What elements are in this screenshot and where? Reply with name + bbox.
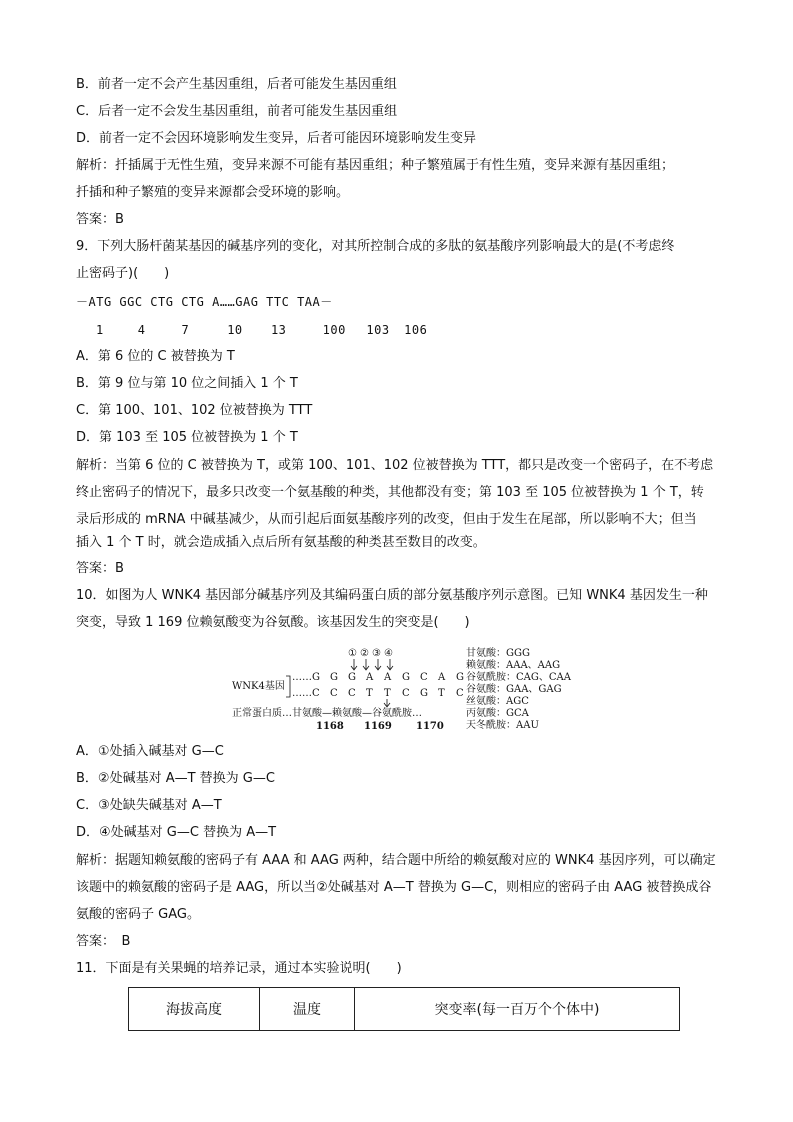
base: T xyxy=(438,688,445,699)
q9-sequence: －ATG GGC CTG CTG A……GAG TTC TAA－ xyxy=(76,295,333,309)
base: C xyxy=(312,688,320,699)
q8-option-c: C．后者一定不会发生基因重组，前者可能发生基因重组 xyxy=(76,104,398,119)
codon-entry: 谷氨酰胺：CAG、CAA xyxy=(466,672,571,683)
bottom-strand xyxy=(312,688,464,699)
q11-stem: 11．下面是有关果蝇的培养记录，通过本实验说明( ) xyxy=(76,961,402,976)
base: G xyxy=(456,672,464,683)
transcription-arrow-icon xyxy=(384,699,390,707)
q10-stem-line-1: 10．如图为人 WNK4 基因部分碱基序列及其编码蛋白质的部分氨基酸序列示意图。已知 WNK4 基因发生一种 xyxy=(76,588,708,603)
q9-option-b: B．第 9 位与第 10 位之间插入 1 个 T xyxy=(76,376,298,391)
base: G xyxy=(420,688,428,699)
arrow-down-icon xyxy=(375,659,381,670)
base: T xyxy=(366,688,373,699)
base: G xyxy=(330,672,338,683)
marker-3: ③ xyxy=(372,648,381,659)
q8-option-d: D．前者一定不会因环境影响发生变异，后者可能因环境影响发生变异 xyxy=(76,131,477,146)
q9-option-d: D．第 103 至 105 位被替换为 1 个 T xyxy=(76,430,298,445)
bottom-strand-dots: …… xyxy=(292,688,312,699)
q10-option-b: B．②处碱基对 A—T 替换为 G—C xyxy=(76,771,275,786)
gene-bracket xyxy=(286,676,290,697)
q9-answer: 答案：B xyxy=(76,561,124,576)
position-number: 103 xyxy=(366,323,390,337)
top-strand-dots: …… xyxy=(292,672,312,683)
wnk4-diagram xyxy=(232,646,572,734)
base: G xyxy=(312,672,320,683)
position-number: 1 xyxy=(96,323,104,337)
marker-2: ② xyxy=(360,648,369,659)
q8-option-b: B．前者一定不会产生基因重组，后者可能发生基因重组 xyxy=(76,77,397,92)
top-strand xyxy=(312,672,464,683)
q10-explanation-line-1: 解析：据题知赖氨酸的密码子有 AAA 和 AAG 两种，结合题中所给的赖氨酸对应的 WNK4 基因序列，可以确定 xyxy=(76,853,716,868)
base: C xyxy=(456,688,464,699)
position-1170: 1170 xyxy=(416,721,444,732)
base: A xyxy=(438,672,446,683)
q8-explanation-line-1: 解析：扦插属于无性生殖，变异来源不可能有基因重组；种子繁殖属于有性生殖，变异来源有基因重组； xyxy=(76,158,675,173)
q9-position-numbers xyxy=(96,321,427,339)
codon-entry: 天冬酰胺：AAU xyxy=(466,720,539,731)
base: G xyxy=(402,672,410,683)
base: C xyxy=(348,688,356,699)
q9-stem-line-1: 9．下列大肠杆菌某基因的碱基序列的变化，对其所控制合成的多肽的氨基酸序列影响最大的是(不考虑终 xyxy=(76,239,675,254)
q9-explanation-line-1: 解析：当第 6 位的 C 被替换为 T，或第 100、101、102 位被替换为 TTT，都只是改变一个密码子，在不考虑 xyxy=(76,458,714,473)
position-number: 106 xyxy=(404,323,428,337)
table-header-altitude: 海拔高度 xyxy=(129,988,260,1031)
base: A xyxy=(366,672,374,683)
position-number: 13 xyxy=(270,323,287,337)
q9-option-a: A．第 6 位的 C 被替换为 T xyxy=(76,349,235,364)
fruit-fly-table xyxy=(128,987,680,1031)
position-1168: 1168 xyxy=(316,721,344,732)
codon-table xyxy=(466,646,572,731)
table-header-mutation-rate: 突变率(每一百万个个体中) xyxy=(355,988,680,1031)
marker-4: ④ xyxy=(384,648,393,659)
position-1169: 1169 xyxy=(364,721,392,732)
position-number: 10 xyxy=(227,323,243,337)
marker-1: ① xyxy=(348,648,357,659)
arrow-down-icon xyxy=(363,659,369,670)
codon-entry: 丙氨酸：GCA xyxy=(466,708,529,719)
base: C xyxy=(330,688,338,699)
arrow-down-icon xyxy=(351,659,357,670)
mutation-markers xyxy=(348,648,393,670)
base: C xyxy=(402,688,410,699)
codon-entry: 谷氨酸：GAA、GAG xyxy=(466,684,562,695)
position-number: 4 xyxy=(137,323,146,337)
base: G xyxy=(348,672,356,683)
q10-option-c: C．③处缺失碱基对 A—T xyxy=(76,798,222,813)
position-number: 7 xyxy=(181,323,190,337)
arrow-down-icon xyxy=(387,659,393,670)
q9-explanation-line-3: 录后形成的 mRNA 中碱基减少，从而引起后面氨基酸序列的改变，但由于发生在尾部，所以影响不大；但当 xyxy=(76,512,697,527)
base: T xyxy=(384,688,391,699)
q10-stem-line-2: 突变，导致 1 169 位赖氨酸变为谷氨酸。该基因发生的突变是( ) xyxy=(76,615,470,630)
q8-explanation-line-2: 扦插和种子繁殖的变异来源都会受环境的影响。 xyxy=(76,185,350,200)
codon-entry: 赖氨酸：AAA、AAG xyxy=(466,660,561,671)
q9-stem-line-2: 止密码子)( ) xyxy=(76,266,170,281)
base: C xyxy=(420,672,428,683)
gene-label: WNK4基因 xyxy=(232,681,285,692)
base: A xyxy=(384,672,392,683)
q9-option-c: C．第 100、101、102 位被替换为 TTT xyxy=(76,403,313,418)
q10-answer: 答案： B xyxy=(76,934,131,949)
wnk4-gene-figure xyxy=(232,646,572,734)
table-header-temperature: 温度 xyxy=(260,988,355,1031)
q10-option-a: A．①处插入碱基对 G—C xyxy=(76,744,224,759)
q10-explanation-line-3: 氨酸的密码子 GAG。 xyxy=(76,907,200,922)
position-number: 100 xyxy=(322,323,346,337)
protein-label: 正常蛋白质…甘氨酸—赖氨酸—谷氨酰胺… xyxy=(232,708,422,719)
codon-entry: 丝氨酸：AGC xyxy=(466,696,529,707)
codon-entry: 甘氨酸：GGG xyxy=(466,648,530,659)
q9-explanation-line-4: 插入 1 个 T 时，就会造成插入点后所有氨基酸的种类甚至数目的改变。 xyxy=(76,535,486,550)
q9-explanation-line-2: 终止密码子的情况下，最多只改变一个氨基酸的种类，其他都没有变；第 103 至 105 位被替换为 1 个 T，转 xyxy=(76,485,704,500)
table-header-row xyxy=(129,988,680,1031)
q8-answer: 答案：B xyxy=(76,212,124,227)
q10-explanation-line-2: 该题中的赖氨酸的密码子是 AAG，所以当②处碱基对 A—T 替换为 G—C，则相应的密码子由 AAG 被替换成谷 xyxy=(76,880,712,895)
q10-option-d: D．④处碱基对 G—C 替换为 A—T xyxy=(76,825,277,840)
